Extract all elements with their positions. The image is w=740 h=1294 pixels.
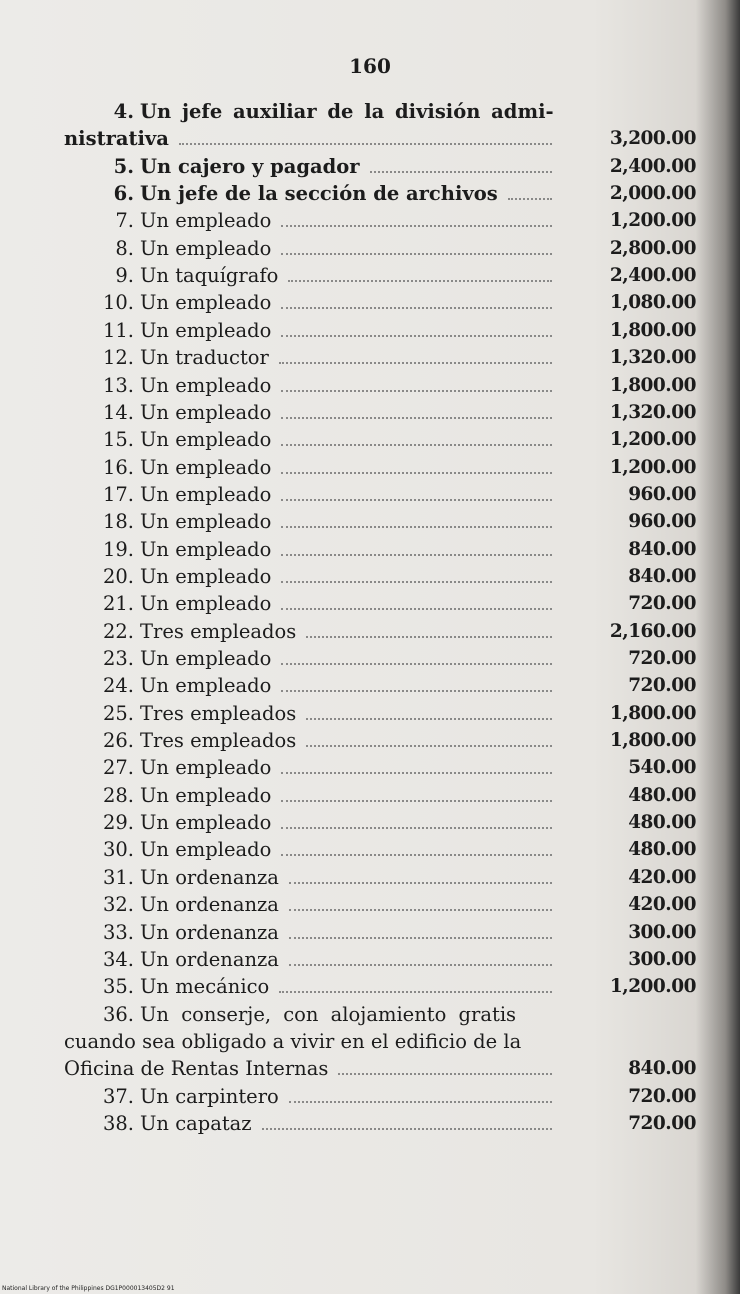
item-amount: 840.00 <box>628 1058 696 1080</box>
list-item <box>0 672 740 699</box>
dot-leader <box>279 362 552 364</box>
item-number: 17. <box>102 482 134 506</box>
item-amount: 480.00 <box>628 784 696 806</box>
item-amount: 840.00 <box>628 538 696 560</box>
item-amount: 1,200.00 <box>609 429 696 451</box>
item-amount: 1,800.00 <box>609 374 696 396</box>
item-description: Un cajero y pagador <box>140 154 360 178</box>
dot-leader <box>370 171 552 173</box>
item-description: nistrativa <box>64 127 169 151</box>
item-description: Un empleado <box>140 756 272 780</box>
item-description: cuando sea obligado a vivir en el edificio de la <box>64 1029 522 1053</box>
list-item <box>0 508 740 535</box>
item-amount: 1,320.00 <box>609 401 696 423</box>
item-description: Un empleado <box>140 482 272 506</box>
list-item <box>0 125 740 152</box>
list-item <box>0 864 740 891</box>
item-description: Un empleado <box>140 783 272 807</box>
item-number: 23. <box>102 647 134 670</box>
item-description: Un conserje, con alojamiento gratis <box>140 1002 517 1026</box>
item-number: 32. <box>102 893 134 917</box>
list-item <box>0 1001 740 1028</box>
list-item <box>0 1083 740 1110</box>
list-item <box>0 754 740 781</box>
list-item <box>0 782 740 809</box>
item-description: Un jefe auxiliar de la división admi- <box>140 100 554 123</box>
dot-leader <box>306 745 552 747</box>
item-amount: 540.00 <box>628 757 696 779</box>
dot-leader <box>281 800 552 802</box>
dot-leader <box>289 937 552 939</box>
dot-leader <box>281 554 552 556</box>
item-description: Un empleado <box>140 373 272 397</box>
item-description: Un traductor <box>140 346 269 370</box>
item-number: 14. <box>102 400 134 424</box>
item-description: Un ordenanza <box>140 947 279 971</box>
dot-leader <box>281 472 552 474</box>
item-description: Un empleado <box>140 455 272 479</box>
item-amount: 720.00 <box>628 1112 696 1134</box>
item-amount: 720.00 <box>628 593 696 615</box>
dot-leader <box>281 690 552 692</box>
item-number: 25. <box>102 701 134 725</box>
dot-leader <box>179 143 552 145</box>
item-number: 19. <box>102 537 134 561</box>
item-description: Un taquígrafo <box>140 264 279 288</box>
list-item <box>0 372 740 399</box>
item-number: 20. <box>102 564 134 588</box>
item-amount: 960.00 <box>628 511 696 533</box>
dot-leader <box>289 882 552 884</box>
item-description: Un ordenanza <box>140 865 279 889</box>
item-description: Un ordenanza <box>140 893 279 917</box>
item-number: 12. <box>102 346 134 370</box>
dot-leader <box>338 1073 552 1075</box>
dot-leader <box>281 307 552 309</box>
dot-leader <box>508 198 552 200</box>
item-description: Un empleado <box>140 564 272 588</box>
item-amount: 2,400.00 <box>609 155 696 177</box>
dot-leader <box>279 991 552 993</box>
dot-leader <box>262 1128 552 1130</box>
item-amount: 720.00 <box>628 1085 696 1107</box>
list-item <box>0 946 740 973</box>
item-description: Un empleado <box>140 209 272 233</box>
dot-leader <box>281 390 552 392</box>
item-amount: 480.00 <box>628 839 696 861</box>
item-description: Un empleado <box>140 236 272 260</box>
item-number: 5. <box>113 154 134 178</box>
item-number: 13. <box>102 373 134 397</box>
dot-leader <box>281 225 552 227</box>
item-number: 16. <box>102 455 134 479</box>
item-amount: 1,800.00 <box>609 702 696 724</box>
item-number: 35. <box>102 975 134 999</box>
item-number: 10. <box>102 291 134 315</box>
item-amount: 2,400.00 <box>609 265 696 287</box>
item-description: Un empleado <box>140 510 272 534</box>
dot-leader <box>281 444 552 446</box>
item-description: Un empleado <box>140 428 272 452</box>
list-item <box>0 973 740 1000</box>
item-number: 6. <box>113 182 134 206</box>
list-item <box>0 454 740 481</box>
dot-leader <box>289 964 552 966</box>
item-number: 37. <box>102 1084 134 1108</box>
list-item <box>0 836 740 863</box>
item-amount: 720.00 <box>628 648 696 669</box>
item-description: Tres empleados <box>140 729 297 753</box>
item-amount: 480.00 <box>628 812 696 834</box>
item-amount: 300.00 <box>628 948 696 970</box>
dot-leader <box>306 718 552 720</box>
dot-leader <box>281 417 552 419</box>
list-item <box>0 289 740 316</box>
item-number: 30. <box>102 838 134 862</box>
dot-leader <box>281 335 552 337</box>
library-footer: National Library of the Philippines DG1P000013405D2 91 <box>2 1285 175 1292</box>
item-amount: 2,160.00 <box>609 620 696 642</box>
item-number: 27. <box>102 756 134 780</box>
item-amount: 1,200.00 <box>609 456 696 478</box>
list-item <box>0 98 740 125</box>
list-item <box>0 262 740 289</box>
list-item <box>0 809 740 836</box>
list-item <box>0 919 740 946</box>
item-number: 31. <box>102 865 134 889</box>
list-item <box>0 207 740 234</box>
item-number: 28. <box>102 783 134 807</box>
list-item <box>0 590 740 617</box>
item-number: 11. <box>102 318 134 342</box>
list-item <box>0 700 740 727</box>
item-description: Un empleado <box>140 592 272 616</box>
item-amount: 1,200.00 <box>609 976 696 998</box>
item-amount: 420.00 <box>628 866 696 888</box>
item-description: Un empleado <box>140 674 272 698</box>
item-amount: 3,200.00 <box>609 128 696 150</box>
dot-leader <box>281 663 552 665</box>
item-amount: 1,800.00 <box>609 319 696 341</box>
list-item <box>0 153 740 180</box>
item-amount: 720.00 <box>628 675 696 697</box>
dot-leader <box>281 772 552 774</box>
list-item <box>0 891 740 918</box>
item-description: Un empleado <box>140 838 272 862</box>
item-amount: 2,000.00 <box>609 183 696 205</box>
list-item <box>0 481 740 508</box>
item-description: Un empleado <box>140 400 272 424</box>
list-item <box>0 235 740 262</box>
list-item <box>0 180 740 207</box>
item-number: 18. <box>102 510 134 534</box>
item-number: 33. <box>102 920 134 944</box>
item-amount: 300.00 <box>628 921 696 943</box>
list-item <box>0 1110 740 1137</box>
item-amount: 420.00 <box>628 894 696 916</box>
list-item <box>0 563 740 590</box>
item-number: 29. <box>102 811 134 835</box>
item-description: Un jefe de la sección de archivos <box>140 182 498 206</box>
list-item <box>0 1055 740 1082</box>
item-number: 26. <box>102 729 134 753</box>
item-number: 34. <box>102 947 134 971</box>
dot-leader <box>281 499 552 501</box>
dot-leader <box>288 280 552 282</box>
item-number: 36. <box>102 1002 134 1026</box>
item-description: Un mecánico <box>140 975 270 999</box>
list-item <box>0 426 740 453</box>
dot-leader <box>281 253 552 255</box>
item-number: 9. <box>115 264 134 288</box>
item-amount: 1,200.00 <box>609 210 696 232</box>
item-description: Oficina de Rentas Internas <box>64 1057 329 1081</box>
item-description: Tres empleados <box>140 619 297 643</box>
item-number: 22. <box>102 619 134 643</box>
item-amount: 1,080.00 <box>609 292 696 314</box>
item-description: Un empleado <box>140 811 272 835</box>
item-description: Un empleado <box>140 291 272 315</box>
dot-leader <box>306 636 552 638</box>
item-number: 21. <box>102 592 134 616</box>
item-amount: 960.00 <box>628 483 696 505</box>
item-number: 38. <box>102 1111 134 1135</box>
list-item <box>0 317 740 344</box>
list-item <box>0 536 740 563</box>
item-number: 7. <box>115 209 134 233</box>
item-description: Un ordenanza <box>140 920 279 944</box>
dot-leader <box>281 854 552 856</box>
dot-leader <box>281 581 552 583</box>
item-amount: 840.00 <box>628 565 696 587</box>
dot-leader <box>281 608 552 610</box>
item-description: Tres empleados <box>140 701 297 725</box>
item-description: Un empleado <box>140 318 272 342</box>
item-number: 24. <box>102 674 134 698</box>
list-item <box>0 399 740 426</box>
item-amount: 2,800.00 <box>609 237 696 259</box>
dot-leader <box>289 1101 552 1103</box>
list-item <box>0 645 740 672</box>
item-amount: 1,800.00 <box>609 730 696 752</box>
item-number: 15. <box>102 428 134 452</box>
item-description: Un capataz <box>140 1111 252 1135</box>
dot-leader <box>281 526 552 528</box>
item-description: Un empleado <box>140 647 272 670</box>
item-description: Un carpintero <box>140 1084 279 1108</box>
item-number: 4. <box>113 100 134 123</box>
page-number: 160 <box>349 54 391 78</box>
item-amount: 1,320.00 <box>609 347 696 369</box>
list-item <box>0 344 740 371</box>
list-item <box>0 1028 740 1055</box>
list-item <box>0 727 740 754</box>
item-description: Un empleado <box>140 537 272 561</box>
list-item <box>0 618 740 645</box>
dot-leader <box>281 827 552 829</box>
dot-leader <box>289 909 552 911</box>
item-number: 8. <box>115 236 134 260</box>
